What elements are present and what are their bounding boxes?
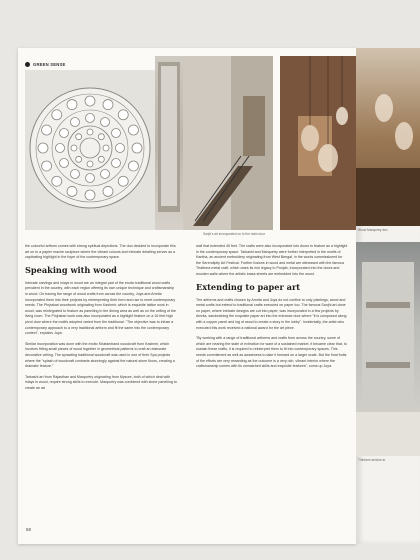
lamps-graphic [280, 56, 356, 230]
staircase-image [183, 56, 273, 230]
magazine-page [18, 48, 356, 544]
paragraph: Tarkashi art from Rajasthan and Marquetry originating from Mysore, both of which deal with inlays in wood, require strong skills to execute. Marquetry was combined with stone panelling to create an art [25, 374, 177, 390]
bullet-icon [25, 62, 30, 67]
staircase-graphic [183, 56, 273, 230]
text-column-2 [196, 244, 348, 375]
paragraph: The artforms and crafts chosen by Amrita and Joya do not confine to only paintings, wood and metal crafts but extend to traditional crafts executed on paper too. The famous Sanjhi art done on paper, where intricate designs are cut into paper, was incorporated in a few projects by Amrita, sandwiching the exquisite paper art into the entrance door where "it is composed along with a copper panel and log of wood to create a story in the lobby". Incidentally, the artist who executed this work received a national award for the art piece. [196, 297, 347, 330]
text-column-1 [25, 244, 177, 396]
paragraph: the colourful artform comes with strong spiritual depictions. The duo decided to incorporate this art on to a papier mache sculpture where the vibrant colours and intricate detailing serves as a captivating highlight in the foyer of the contemporary space. [25, 244, 176, 260]
paragraph: Intricate carvings and inlays in wood are an integral part of the exotic traditional wood crafts prevalent in the country, with each region offering its own unique technique and craftsmanship in wood. On tracing the range of wood crafts from across the country, Joya and Amrita incorporated them into their projects by reinterpreting their form and use to meet contemporary needs. The Pinjrakari woodwork originating from Kashmir, which is exquisite lattice work in wood, was reintegrated to feature as panelling in the dining area as well as on the ceiling of the living room. The Pinjrakari work was also incorporated as a highlight feature on a 16 feet high pivot door where the motifs adopted varied from the traditional. "The objective was to infuse a contemporary approach to a very traditional artform and fit the same into the contemporary context", explains Joya. [25, 280, 177, 336]
marquetry-graphic [356, 48, 420, 226]
page-number: 58 [26, 527, 31, 532]
heading-extending-to-paper-art: Extending to paper art [196, 281, 301, 292]
paragraph: wall that extended 45 feet. The crafts were also incorporated into doors to feature as a highlight in the contemporary space. Tarkashi and Marquetry were further interpreted in the motifs of Kantha, an ancient embroidery originating from West Bengal, in the works commissioned for the Serendipity Art Festival. Further fusions in wood and metal are witnessed with the famous Thathera metal craft, which owes its rich legacy to Punjab, incorporated into the doors and wooden walls where the artistic brass sheets are embedded into the wood. [196, 244, 348, 276]
paragraph: "By working with a range of traditional artforms and crafts from across the country, some of which are nearing the state of extinction for want of a sustained market, it became clear that, to sustain these crafts, it is required to reinterpret them to fit into contemporary spaces. This needs commitment as well as awareness to take it forward on a larger scale. But the final fruits of the efforts are very rewarding as the outcome is a very rich, vibrant interior where the craftsmanship comes with its unmatched skills and exquisite features", sums up Joya. [196, 336, 347, 369]
facing-page [356, 48, 420, 544]
image-caption: Sanjh's art incorporated on to the main door [203, 232, 265, 236]
sanjhi-art-image [25, 70, 155, 230]
corridor-graphic [155, 56, 183, 230]
wood-marquetry-image [356, 48, 420, 226]
section-tag [25, 62, 65, 67]
paragraph: Similar incorporation was done with the exotic Khatamband woodcraft from Kashmir, which involves fitting small pieces of wood together in geometrical patterns to craft an elaborate decorative ceiling. The sprawling traditional woodcraft was used in one of their Spa projects where the "splash of woodcraft contrasts stunningly against the natural stone floors, creating a dramatic feature." [25, 341, 175, 369]
image-caption: Wood Marquetry dec [358, 228, 388, 232]
lamps-image [280, 56, 356, 230]
image-caption: Thinfarm service ar [358, 458, 386, 462]
heading-speaking-with-wood: Speaking with wood [25, 264, 117, 275]
spa-room-image [356, 242, 420, 456]
section-tag-label: GREEN SENSE [33, 62, 66, 67]
corridor-image [155, 56, 183, 230]
sanjhi-pattern-graphic [25, 70, 155, 230]
spa-graphic [356, 242, 420, 456]
